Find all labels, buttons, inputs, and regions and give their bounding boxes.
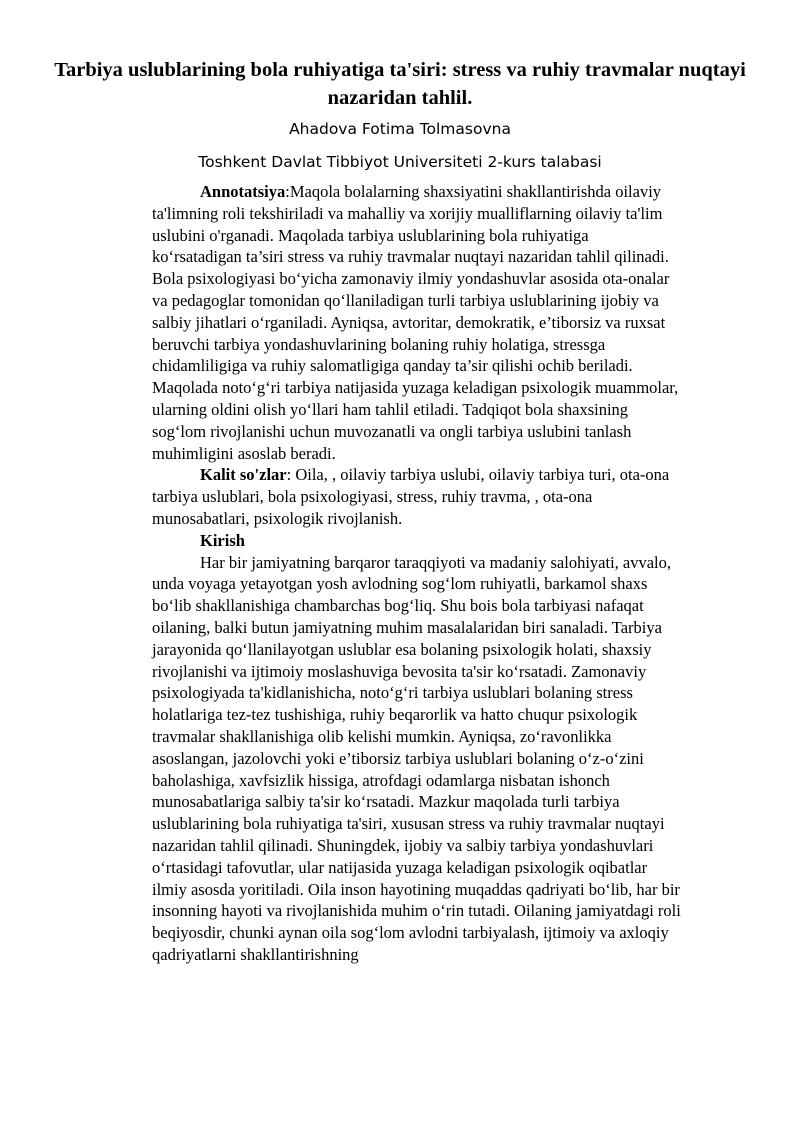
abstract-text: :Maqola bolalarning shaxsiyatini shakllantirishda oilaviy ta'limning roli tekshiriladi va mahalliy va xorijiy mualliflarning oilaviy ta'lim uslubini o'rganadi. Maqolada tarbiya uslublarining bola ruhiyatiga ko‘rsatadigan ta’siri stress va ruhiy travmalar nuqtayi nazaridan tahlil qilinadi. Bola psixologiyasi bo‘yicha zamonaviy ilmiy yondashuvlar asosida ota-onalar va pedagoglar tomonidan qo‘llaniladigan turli tarbiya uslublarining ijobiy va salbiy jihatlari o‘rganiladi. Ayniqsa, avtoritar, demokratik, e’tiborsiz va ruxsat beruvchi tarbiya yondashuvlarining bolaning ruhiy holatiga, stressga chidamliligiga va ruhiy salomatligiga qanday ta’sir qilishi ochib beriladi. Maqolada noto‘g‘ri tarbiya natijasida yuzaga keladigan psixologik muammolar, ularning oldini olish yo‘llari ham tahlil etiladi. Tadqiqot bola shaxsining sog‘lom rivojlanishi uchun muvozanatli va ongli tarbiya uslubini tanlash muhimligini asoslab beradi. [152,182,679,463]
intro-heading: Kirish [200,530,245,550]
author-affiliation: Toshkent Davlat Tibbiyot Universiteti 2-kurs talabasi [198,153,602,171]
paper-body [152,181,682,966]
abstract-paragraph [152,181,682,464]
keywords-text: : Oila, , oilaviy tarbiya uslubi, oilaviy tarbiya turi, ota-ona tarbiya uslublari, bola psixologiyasi, stress, ruhiy travma, , ota-ona munosabatlari, psixologik rivojlanish. [152,465,670,528]
author-name: Ahadova Fotima Tolmasovna [289,120,511,138]
paper-title: Tarbiya uslublarining bola ruhiyatiga ta'siri: stress va ruhiy travmalar nuqtayi nazaridan tahlil. [54,59,746,109]
intro-paragraph: Har bir jamiyatning barqaror taraqqiyoti va madaniy salohiyati, avvalo, unda voyaga yetayotgan yosh avlodning sog‘lom ruhiyatli, barkamol shaxs bo‘lib shakllanishiga chambarchas bog‘liq. Shu bois bola tarbiyasi nafaqat oilaning, balki butun jamiyatning muhim masalalaridan biri sanaladi. Tarbiya jarayonida qo‘llanilayotgan uslublar esa bolaning psixologik holati, shaxsiy rivojlanishi va ijtimoiy moslashuviga bevosita ta'sir ko‘rsatadi. Zamonaviy psixologiyada ta'kidlanishicha, noto‘g‘ri tarbiya uslublari bolaning stress holatlariga tez-tez tushishiga, ruhiy beqarorlik va hatto chuqur psixologik travmalar shakllanishiga olib kelishi mumkin. Ayniqsa, zo‘ravonlikka asoslangan, jazolovchi yoki e’tiborsiz tarbiya uslublari bolaning o‘z-o‘zini baholashiga, xavfsizlik hissiga, atrofdagi odamlarga nisbatan ishonch munosabatlariga salbiy ta'sir ko‘rsatadi. Mazkur maqolada turli tarbiya uslublarining bola ruhiyatiga ta'siri, xususan stress va ruhiy travmalar nuqtayi nazaridan tahlil qilinadi. Shuningdek, ijobiy va salbiy tarbiya yondashuvlari o‘rtasidagi tafovutlar, ular natijasida yuzaga keladigan psixologik oqibatlar ilmiy asosda yoritiladi. Oila inson hayotining muqaddas qadriyati bo‘lib, har bir insonning hayoti va rivojlanishida muhim o‘rin tutadi. Oilaning jamiyatdagi roli beqiyosdir, chunki aynan oila sog‘lom avlodni tarbiyalash, ijtimoiy va axloqiy qadriyatlarni shakllantirishning [152,552,681,964]
keywords-paragraph [152,464,682,529]
keywords-label: Kalit so'zlar [200,465,287,485]
intro-heading-paragraph [152,530,682,552]
abstract-label: Annotatsiya [200,182,286,201]
